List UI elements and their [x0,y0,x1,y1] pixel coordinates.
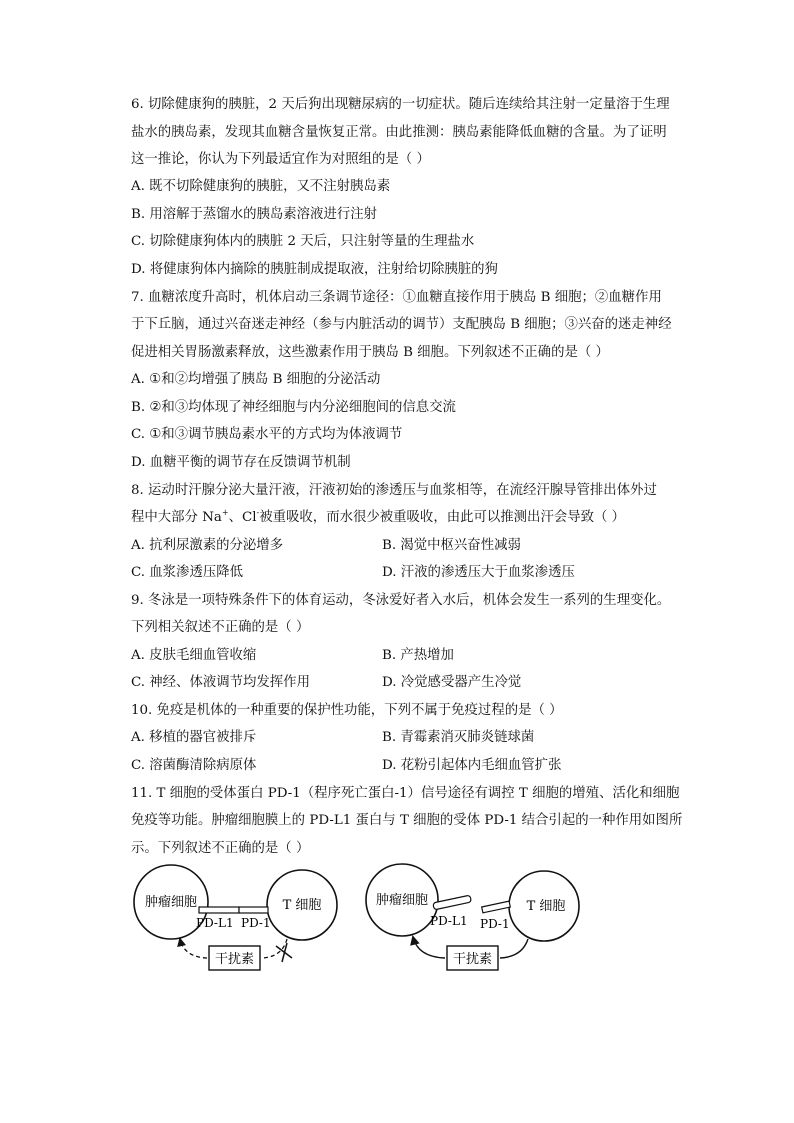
pd-1-label-right: PD-1 [480,917,510,931]
q6-stem-line-1: 6. 切除健康狗的胰脏，2 天后狗出现糖尿病的一切症状。随后连续给其注射一定量溶于生理 [131,97,670,112]
q6-stem-line-2: 盐水的胰岛素，发现其血糖含量恢复正常。由此推测：胰岛素能降低血糖的含量。为了证明 [131,125,667,140]
q8-text-part: 、Cl [228,510,257,525]
q9-option-c: C. 神经、体液调节均发挥作用 [131,675,310,690]
q9-option-a: A. 皮肤毛细血管收缩 [131,648,257,663]
q8-option-a: A. 抗利尿激素的分泌增多 [131,538,284,553]
q6-option-b: B. 用溶解于蒸馏水的胰岛素溶液进行注射 [131,207,377,222]
q10-option-d: D. 花粉引起体内毛细血管扩张 [382,758,562,773]
q11-stem-line-1: 11. T 细胞的受体蛋白 PD-1（程序死亡蛋白-1）信号途径有调控 T 细胞的增殖、活化和细胞 [131,786,680,801]
pd-l1-protein-left [199,907,239,913]
q9-option-d: D. 冷觉感受器产生冷觉 [382,675,522,690]
q8-text-part: 程中大部分 Na [131,510,222,525]
pd-l1-label-left: PD-L1 [196,916,234,930]
q9-option-b: B. 产热增加 [382,648,454,663]
q7-stem-line-1: 7. 血糖浓度升高时，机体启动三条调节途径：①血糖直接作用于胰岛 B 细胞；②血糖作用 [131,290,662,305]
dashed-arrow-ifn-to-tumor [180,939,207,958]
q10-stem: 10. 免疫是机体的一种重要的保护性功能，下列不属于免疫过程的是（ ） [131,703,563,718]
q10-option-c: C. 溶菌酶清除病原体 [131,758,257,773]
diagram-right-panel [366,864,579,970]
q7-stem-line-2: 于下丘脑，通过兴奋迷走神经（参与内脏活动的调节）支配胰岛 B 细胞；③兴奋的迷走神经 [131,317,672,332]
q8-option-c: C. 血浆渗透压降低 [131,565,244,580]
t-cell-label-right: T 细胞 [526,899,566,914]
arrow-ifn-to-tumor [413,937,445,958]
q9-stem-line-1: 9. 冬泳是一项特殊条件下的体育运动，冬泳爱好者入水后，机体会发生一系列的生理变化。 [131,593,671,608]
pd-l1-label-right: PD-L1 [430,914,468,928]
superscript-plus: + [221,508,229,517]
q7-option-c: C. ①和③调节胰岛素水平的方式均为体液调节 [131,427,403,442]
arrow-tcell-to-ifn [500,939,528,958]
pd-1-label-left: PD-1 [241,916,271,930]
tumor-cell-label-right: 肿瘤细胞 [375,893,429,908]
pd-1-protein-left [239,907,268,913]
t-cell-label-left: T 细胞 [282,898,322,913]
q11-stem-line-2: 免疫等功能。肿瘤细胞膜上的 PD-L1 蛋白与 T 细胞的受体 PD-1 结合引起的一种作用如图所 [131,813,683,828]
q7-stem-line-3: 促进相关胃肠激素释放，这些激素作用于胰岛 B 细胞。下列叙述不正确的是（ ） [131,345,609,360]
q8-option-d: D. 汗液的渗透压大于血浆渗透压 [382,565,575,580]
tumor-cell-label-left: 肿瘤细胞 [144,895,198,910]
superscript-minus: - [256,508,260,517]
q6-stem-line-3: 这一推论，你认为下列最适宜作为对照组的是（ ） [131,152,430,167]
q11-stem-line-3: 示。下列叙述不正确的是（ ） [131,841,310,856]
interferon-label-right: 干扰素 [452,952,493,967]
q10-option-a: A. 移植的器官被排斥 [131,730,257,745]
q10-option-b: B. 青霉素消灭肺炎链球菌 [382,730,535,745]
q7-option-b: B. ②和③均体现了神经细胞与内分泌细胞间的信息交流 [131,400,456,415]
q6-option-d: D. 将健康狗体内摘除的胰脏制成提取液，注射给切除胰脏的狗 [131,262,498,277]
q9-stem-line-2: 下列相关叙述不正确的是（ ） [131,620,310,635]
q6-option-c: C. 切除健康狗体内的胰脏 2 天后，只注射等量的生理盐水 [131,234,475,249]
q8-stem-line-1: 8. 运动时汗腺分泌大量汗液，汗液初始的渗透压与血浆相等，在流经汗腺导管排出体外过 [131,483,657,498]
q7-option-d: D. 血糖平衡的调节存在反馈调节机制 [131,455,351,470]
q6-option-a: A. 既不切除健康狗的胰脏，又不注射胰岛素 [131,179,391,194]
q8-option-b: B. 渴觉中枢兴奋性减弱 [382,538,521,553]
interferon-label-left: 干扰素 [214,952,255,967]
q8-text-part: 被重吸收，而水很少被重吸收，由此可以推测出汗会导致（ ） [259,510,626,525]
q7-option-a: A. ①和②均增强了胰岛 B 细胞的分泌活动 [131,372,381,387]
diagram-left-panel [134,865,337,970]
pd-1-protein-right [482,901,511,913]
